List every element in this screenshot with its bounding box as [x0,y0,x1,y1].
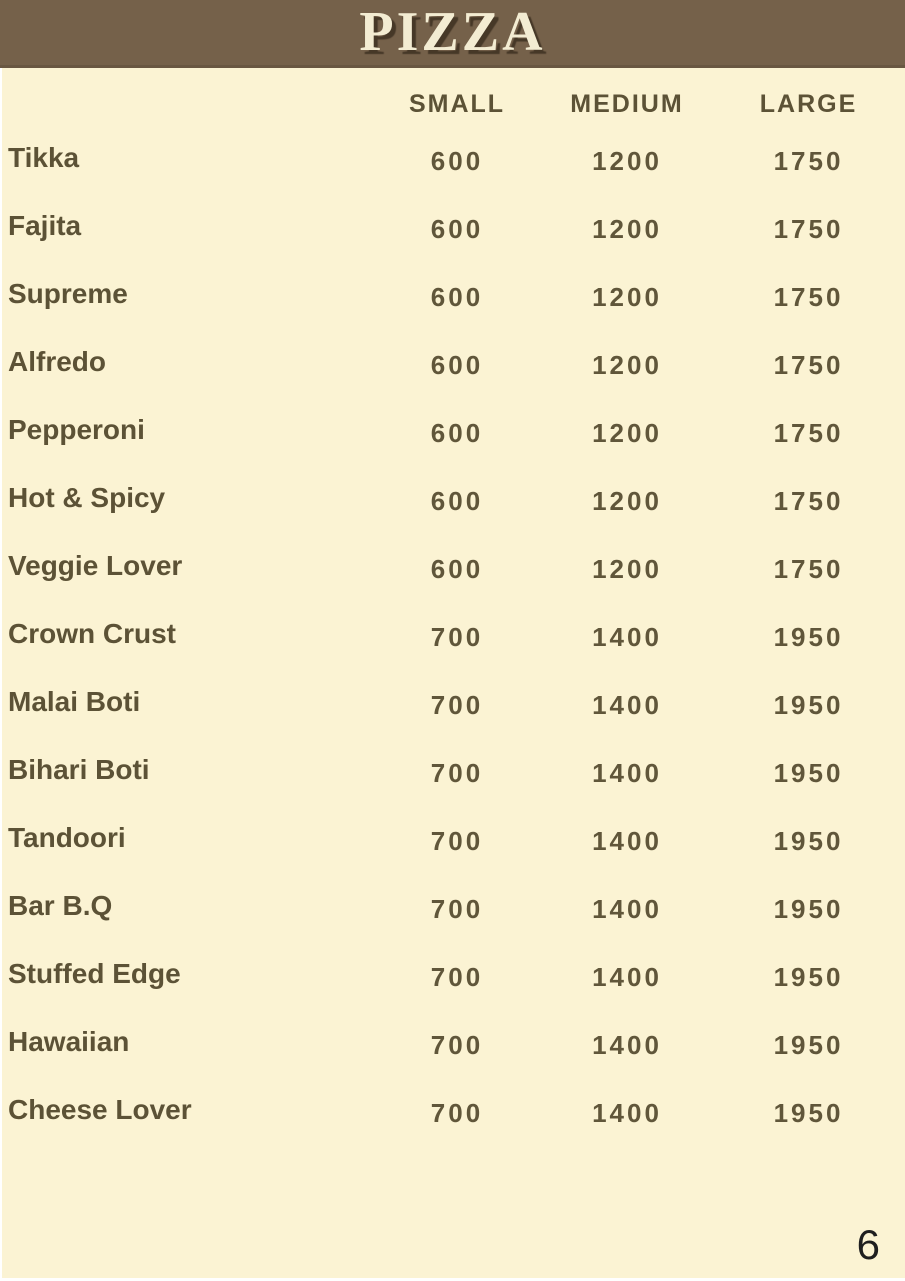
price-medium: 1400 [592,621,662,652]
price-large: 1750 [773,417,844,448]
price-medium: 1400 [592,893,662,924]
price-large: 1750 [773,485,844,516]
item-name: Cheese Lover [8,1094,192,1125]
column-header-large: LARGE [759,89,858,118]
item-name: Pepperoni [8,414,145,445]
item-name: Hawaiian [8,1026,130,1057]
item-name: Alfredo [8,346,106,377]
price-large: 1950 [773,961,844,992]
price-small: 700 [430,621,484,652]
price-medium: 1200 [592,417,662,448]
page-number: 6 [856,1221,880,1268]
price-large: 1750 [773,281,844,312]
price-large: 1750 [773,553,844,584]
menu-item-row [0,124,905,192]
price-large: 1950 [773,757,844,788]
price-small: 700 [430,893,484,924]
item-name: Stuffed Edge [8,958,181,989]
menu-item-row [0,804,905,872]
menu-item-row [0,532,905,600]
price-small: 700 [430,961,484,992]
price-small: 600 [430,281,484,312]
menu-title: PIZZA [359,1,546,63]
price-small: 600 [430,485,484,516]
menu-item-row [0,260,905,328]
price-large: 1950 [773,825,844,856]
price-small: 700 [430,825,484,856]
item-name: Malai Boti [8,686,141,717]
price-medium: 1200 [592,553,662,584]
menu-item-row [0,396,905,464]
left-edge-scan-artifact [0,68,2,1281]
item-name: Hot & Spicy [8,482,166,513]
column-header-row [0,84,905,124]
price-medium: 1400 [592,825,662,856]
price-medium: 1200 [592,485,662,516]
price-medium: 1400 [592,689,662,720]
menu-item-row [0,600,905,668]
item-name: Fajita [8,210,82,241]
price-medium: 1200 [592,145,662,176]
price-medium: 1400 [592,1097,662,1128]
price-small: 600 [430,349,484,380]
price-small: 700 [430,1029,484,1060]
price-large: 1950 [773,893,844,924]
menu-item-row [0,736,905,804]
menu-item-row [0,1008,905,1076]
price-medium: 1200 [592,349,662,380]
price-medium: 1200 [592,281,662,312]
price-large: 1750 [773,145,844,176]
menu-item-row [0,1076,905,1144]
price-medium: 1400 [592,1029,662,1060]
item-name: Bar B.Q [8,890,113,921]
price-large: 1950 [773,1029,844,1060]
menu-item-row [0,940,905,1008]
price-large: 1950 [773,1097,844,1128]
price-medium: 1400 [592,757,662,788]
menu-item-row [0,192,905,260]
menu-item-row [0,328,905,396]
price-small: 600 [430,145,484,176]
item-name: Veggie Lover [8,550,183,581]
price-small: 600 [430,213,484,244]
item-name: Crown Crust [8,618,176,649]
item-name: Supreme [8,278,128,309]
menu-item-row [0,668,905,736]
column-header-small: SMALL [408,89,506,118]
price-small: 700 [430,757,484,788]
menu-item-row [0,464,905,532]
item-name: Tandoori [8,822,126,853]
price-large: 1750 [773,213,844,244]
price-small: 700 [430,689,484,720]
price-large: 1750 [773,349,844,380]
menu-item-row [0,872,905,940]
menu-header-bar [0,0,905,68]
item-name: Tikka [8,142,80,173]
price-medium: 1200 [592,213,662,244]
price-small: 700 [430,1097,484,1128]
price-small: 600 [430,417,484,448]
price-large: 1950 [773,689,844,720]
price-medium: 1400 [592,961,662,992]
menu-item-list [0,124,905,1144]
price-small: 600 [430,553,484,584]
column-header-medium: MEDIUM [570,89,684,118]
item-name: Bihari Boti [8,754,150,785]
price-large: 1950 [773,621,844,652]
